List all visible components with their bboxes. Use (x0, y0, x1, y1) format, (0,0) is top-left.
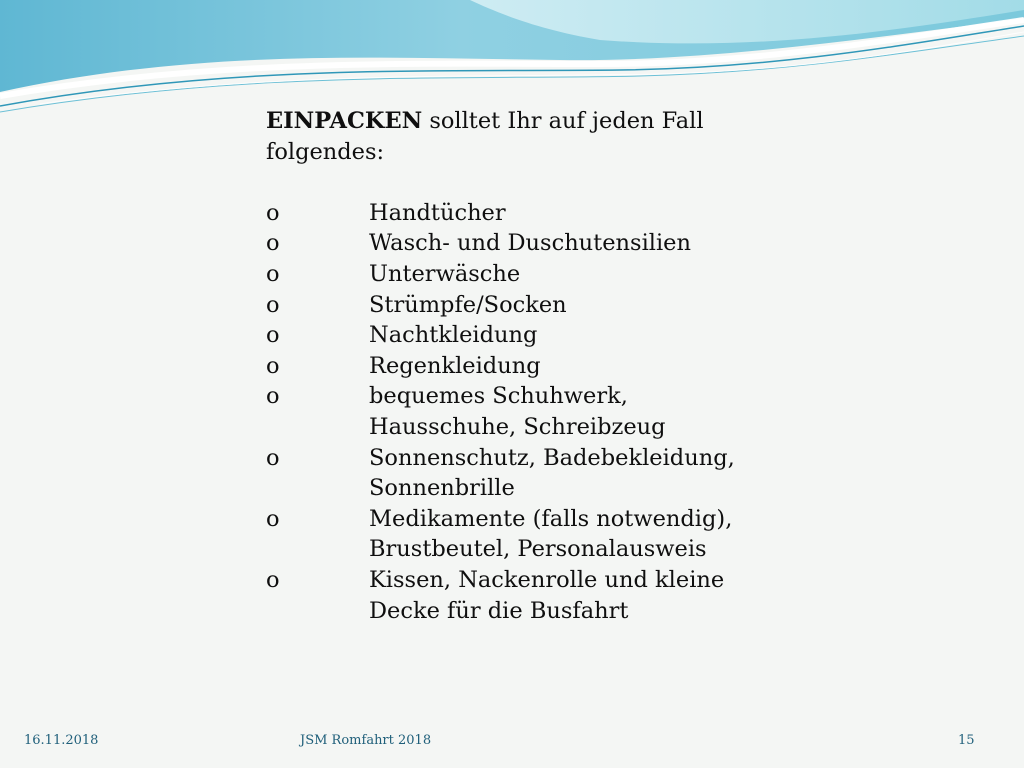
list-item-text: Strümpfe/Socken (369, 291, 567, 318)
list-item (266, 320, 826, 351)
bullet-o: o (266, 291, 280, 318)
list-item (266, 565, 826, 626)
bullet-o: o (266, 230, 280, 257)
bullet-o: o (266, 352, 280, 379)
packing-list-content (266, 106, 826, 626)
spacer (266, 167, 826, 198)
list-item-text: Sonnenschutz, Badebekleidung, Sonnenbrille (369, 444, 735, 502)
list-item (266, 259, 826, 290)
list-item (266, 381, 826, 442)
list-item-text: bequemes Schuhwerk, Hausschuhe, Schreibzeug (369, 383, 666, 440)
bullet-o: o (266, 322, 280, 349)
list-item (266, 198, 826, 229)
bullet-o: o (266, 505, 280, 532)
list-item (266, 443, 826, 504)
list-item (266, 290, 826, 321)
page-number: 15 (958, 733, 975, 748)
header-wave-decoration (0, 0, 1024, 120)
list-item (266, 504, 826, 565)
list-item (266, 228, 826, 259)
list-item-text: Unterwäsche (369, 260, 521, 287)
list-item-text: Handtücher (369, 199, 506, 226)
bullet-o: o (266, 383, 280, 410)
list-item-text: Nachtkleidung (369, 322, 538, 349)
bullet-o: o (266, 199, 280, 226)
intro-lead: EINPACKEN (266, 108, 423, 134)
intro-rest: solltet Ihr auf jeden Fall folgendes: (266, 108, 704, 165)
intro-text (266, 106, 826, 167)
footer-title: JSM Romfahrt 2018 (300, 733, 432, 748)
list-item-text: Regenkleidung (369, 352, 541, 379)
footer-date: 16.11.2018 (24, 733, 99, 748)
list-item-text: Kissen, Nackenrolle und kleine Decke für die Busfahrt (369, 566, 725, 624)
list-item-text: Medikamente (falls notwendig), Brustbeutel, Personalausweis (369, 505, 733, 563)
bullet-o: o (266, 444, 280, 471)
bullet-o: o (266, 260, 280, 287)
bullet-o: o (266, 566, 280, 593)
list-item-text: Wasch- und Duschutensilien (369, 230, 691, 257)
list-item (266, 351, 826, 382)
packing-list (266, 198, 826, 626)
